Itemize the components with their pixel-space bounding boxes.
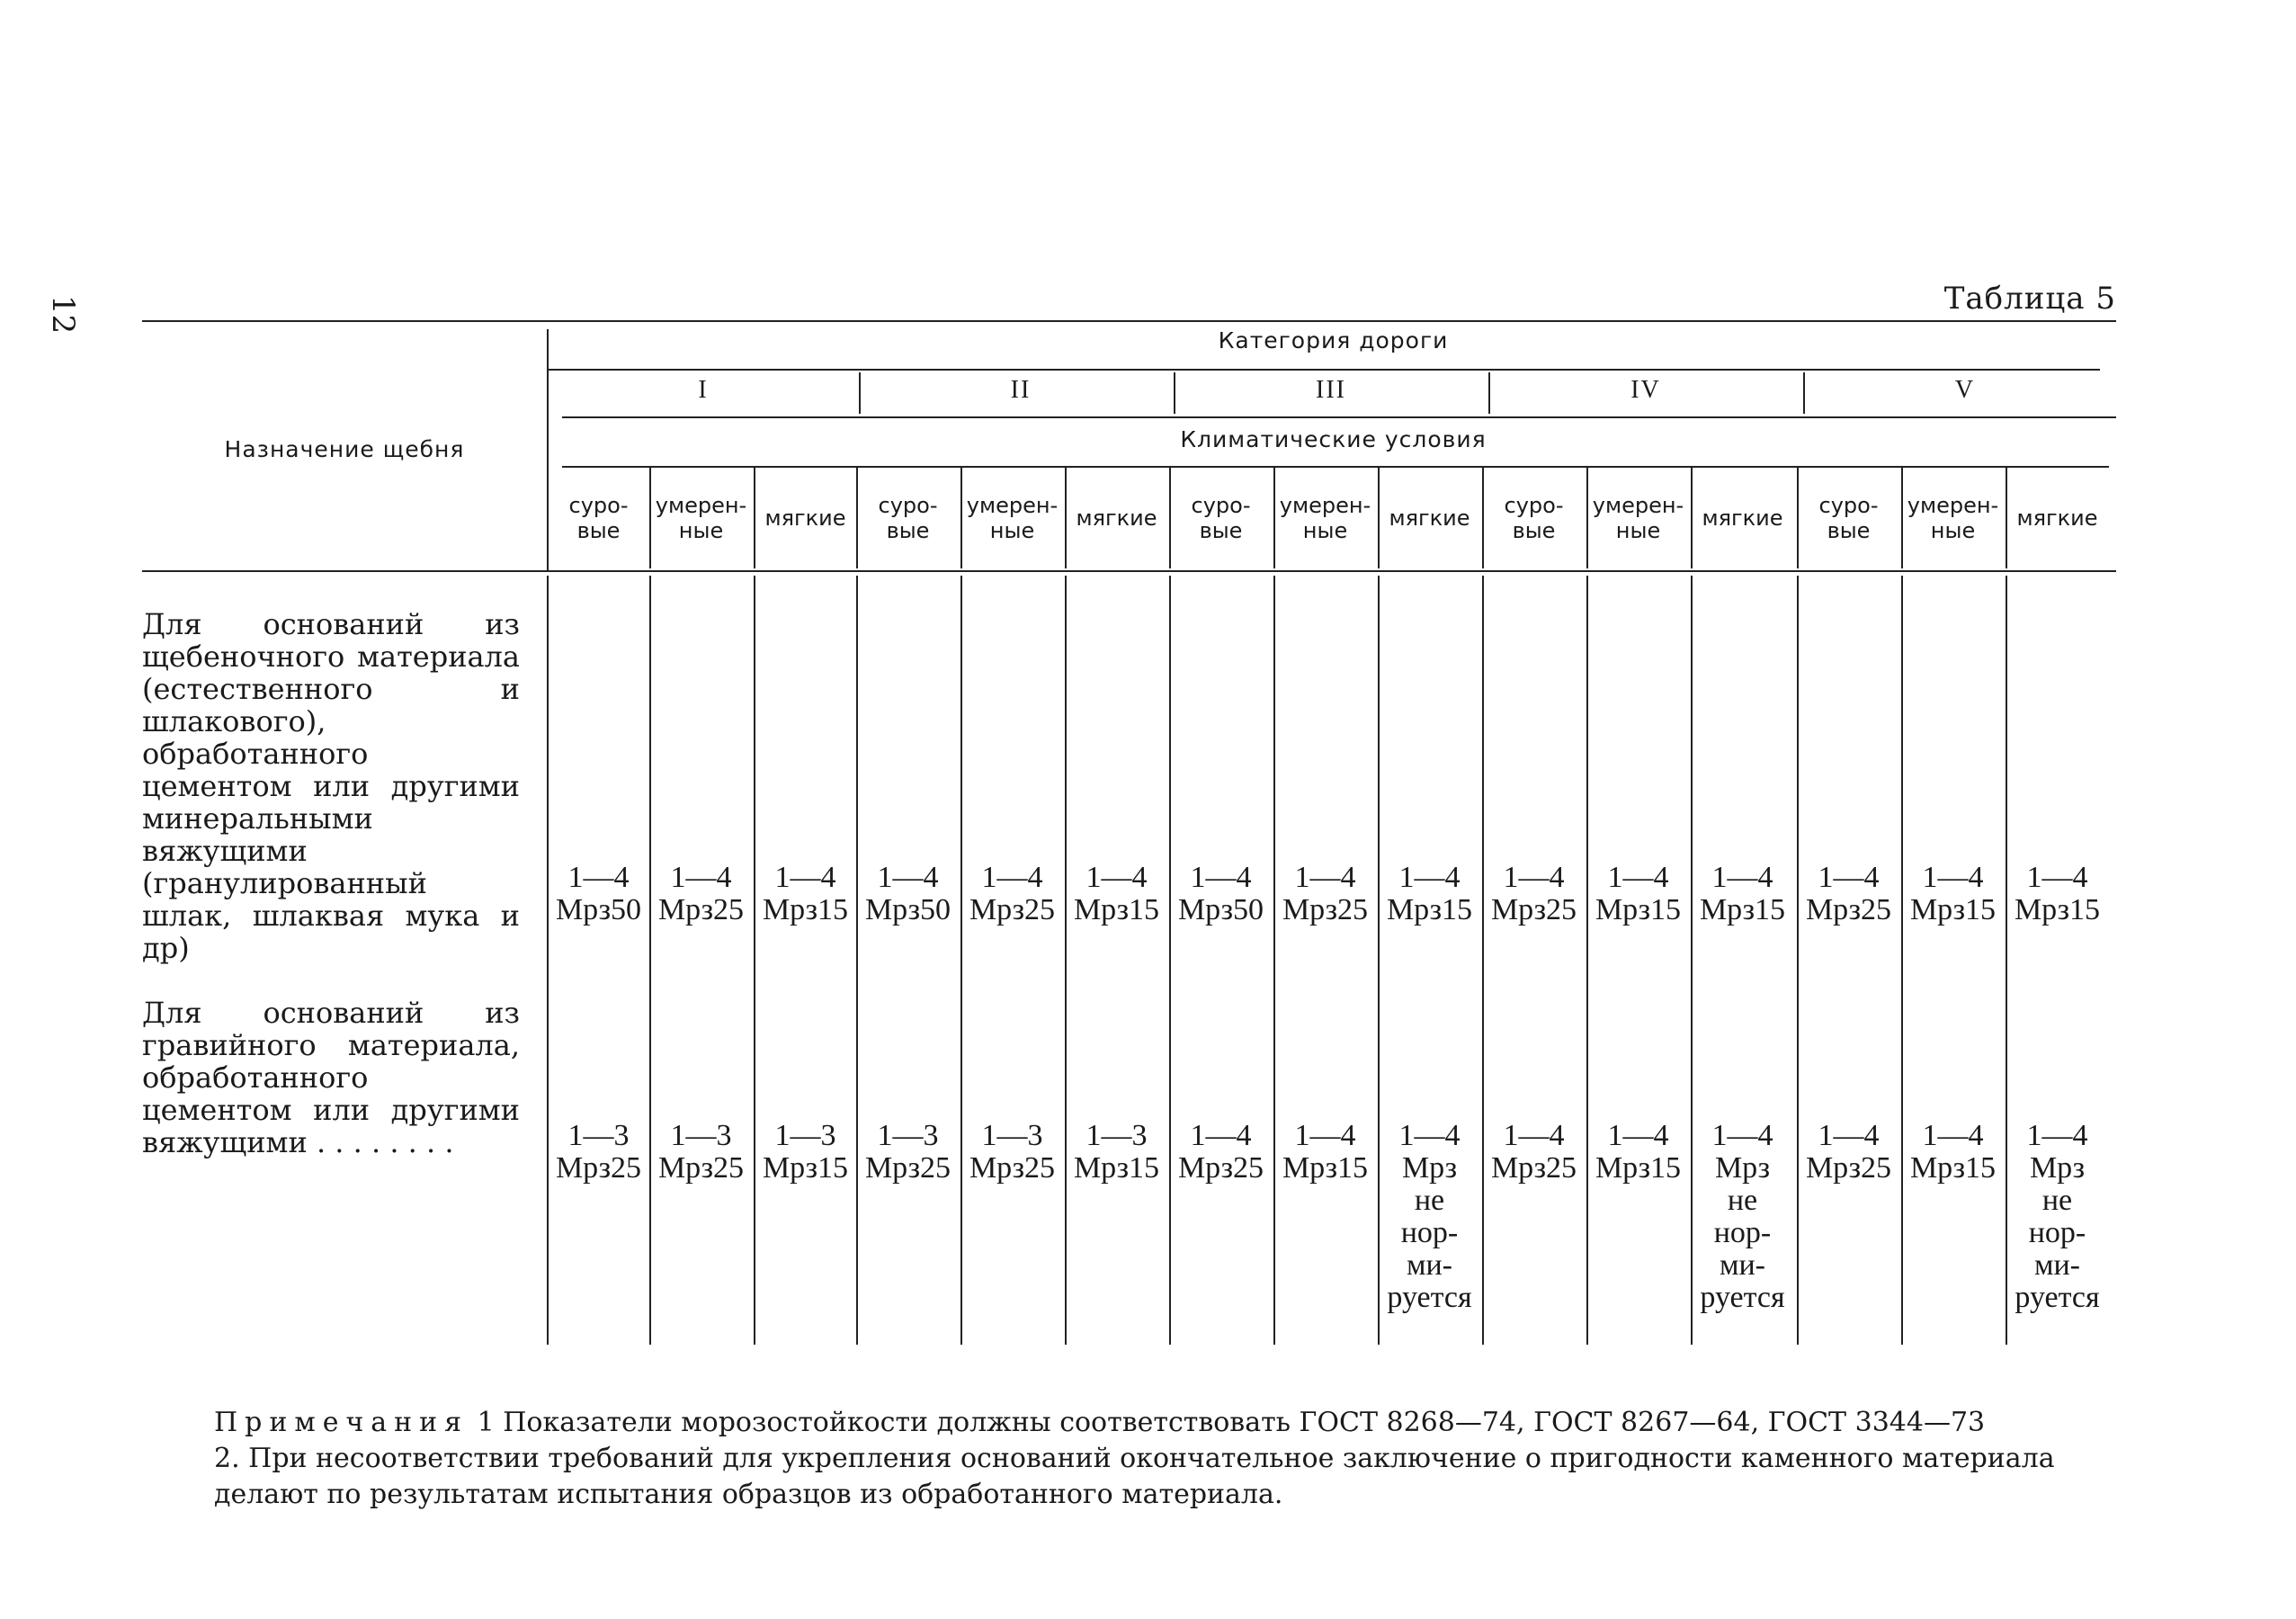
climate-header-cell: умерен- ные [1279, 493, 1371, 543]
value-cell: 1—3 Мрз15 [1073, 1119, 1160, 1185]
value-cell: 1—4 Мрз50 [555, 861, 642, 926]
value-cell: 1—4 Мрз50 [1177, 861, 1264, 926]
notes-heading: Примечания [214, 1407, 469, 1438]
climate-header-cell: умерен- ные [655, 493, 747, 543]
category-rule [549, 369, 2100, 371]
body-column-line [1901, 576, 1903, 1345]
value-cell: 1—4 Мрз не нор- ми- руется [1387, 1119, 1472, 1314]
climate-header-cell: умерен- ные [1592, 493, 1684, 543]
category-1: I [698, 376, 709, 404]
table-label: Таблица 5 [1943, 281, 2116, 317]
value-cell: 1—3 Мрз25 [864, 1119, 951, 1185]
value-cell: 1—4 Мрз25 [1282, 861, 1369, 926]
climate-header-cell: умерен- ные [1907, 493, 1999, 543]
value-cell: 1—4 Мрз15 [1282, 1119, 1369, 1185]
roman-rule [562, 416, 2116, 418]
value-cell: 1—4 Мрз15 [1595, 861, 1682, 926]
row-label-gravel: Для оснований из гравийного материала, обработанного цементом или другими вяжущими . . . . . . . . [142, 996, 520, 1159]
body-column-line [1482, 576, 1484, 1345]
value-cell: 1—4 Мрз25 [1177, 1119, 1264, 1185]
body-column-line [1065, 576, 1067, 1345]
category-header: Категория дороги [1218, 327, 1449, 353]
roman-divider [859, 372, 861, 414]
body-column-line [1273, 576, 1275, 1345]
category-2: II [1010, 376, 1032, 404]
climate-header-cell: мягкие [2016, 505, 2098, 531]
row-label-crushed-stone: Для оснований из щебеночного материала (естественного и шлакового), обработанного цементом или другими минеральными вяжущими (гранулированный шлак, шлаквая мука и др) [142, 607, 520, 965]
value-cell: 1—4 Мрз15 [1073, 861, 1160, 926]
body-column-line [649, 576, 651, 1345]
climate-header-cell: суро- вые [568, 493, 629, 543]
note-1: 1 Показатели морозостойкости должны соответствовать ГОСТ 8268—74, ГОСТ 8267—64, ГОСТ 3344—73 [477, 1407, 1986, 1438]
value-cell: 1—4 Мрз15 [1699, 861, 1786, 926]
climate-header-cell: суро- вые [878, 493, 938, 543]
page-number: 12 [45, 295, 81, 335]
value-cell: 1—4 Мрз25 [1490, 1119, 1577, 1185]
category-4: IV [1630, 376, 1661, 404]
climate-header-cell: суро- вые [1191, 493, 1251, 543]
body-column-line [960, 576, 962, 1345]
value-cell: 1—4 Мрз15 [1386, 861, 1473, 926]
value-cell: 1—4 Мрз25 [657, 861, 745, 926]
value-cell: 1—4 Мрз не нор- ми- руется [2015, 1119, 2100, 1314]
climate-header: Климатические условия [1180, 426, 1487, 452]
value-cell: 1—4 Мрз50 [864, 861, 951, 926]
value-cell: 1—4 Мрз25 [1805, 1119, 1892, 1185]
climate-header-cell: мягкие [1076, 505, 1157, 531]
climate-header-cell: мягкие [764, 505, 846, 531]
climate-header-cell: суро- вые [1504, 493, 1564, 543]
value-cell: 1—4 Мрз15 [1595, 1119, 1682, 1185]
value-cell: 1—4 Мрз15 [1909, 861, 1997, 926]
purpose-header: Назначение щебня [224, 436, 465, 462]
body-column-line [856, 576, 858, 1345]
value-cell: 1—3 Мрз25 [969, 1119, 1056, 1185]
value-cell: 1—4 Мрз15 [762, 861, 849, 926]
table-top-rule [142, 320, 2116, 322]
roman-divider [1488, 372, 1490, 414]
notes-block [142, 1405, 2121, 1513]
value-cell: 1—3 Мрз15 [762, 1119, 849, 1185]
body-column-line [1169, 576, 1171, 1345]
climate-header-cell: умерен- ные [966, 493, 1059, 543]
value-cell: 1—4 Мрз25 [1805, 861, 1892, 926]
category-3: III [1316, 376, 1346, 404]
value-cell: 1—4 Мрз не нор- ми- руется [1700, 1119, 1785, 1314]
body-column-line [754, 576, 755, 1345]
climate-header-cell: суро- вые [1818, 493, 1879, 543]
value-cell: 1—3 Мрз25 [555, 1119, 642, 1185]
value-cell: 1—4 Мрз15 [2014, 861, 2101, 926]
value-cell: 1—4 Мрз25 [969, 861, 1056, 926]
note-2: 2. При несоответствии требований для укрепления оснований окончательное заключение о пригодности каменного материала делают по результатам испытания образцов из обработанного материала. [214, 1443, 2055, 1510]
body-column-line [547, 576, 549, 1345]
value-cell: 1—4 Мрз15 [1909, 1119, 1997, 1185]
value-cell: 1—4 Мрз25 [1490, 861, 1577, 926]
value-cell: 1—3 Мрз25 [657, 1119, 745, 1185]
body-column-line [1797, 576, 1799, 1345]
body-column-line [1586, 576, 1588, 1345]
roman-divider [1803, 372, 1805, 414]
header-bottom-rule [142, 570, 2116, 572]
climate-header-cell: мягкие [1389, 505, 1470, 531]
climate-header-cell: мягкие [1702, 505, 1783, 531]
category-5: V [1954, 376, 1976, 404]
roman-divider [1174, 372, 1175, 414]
